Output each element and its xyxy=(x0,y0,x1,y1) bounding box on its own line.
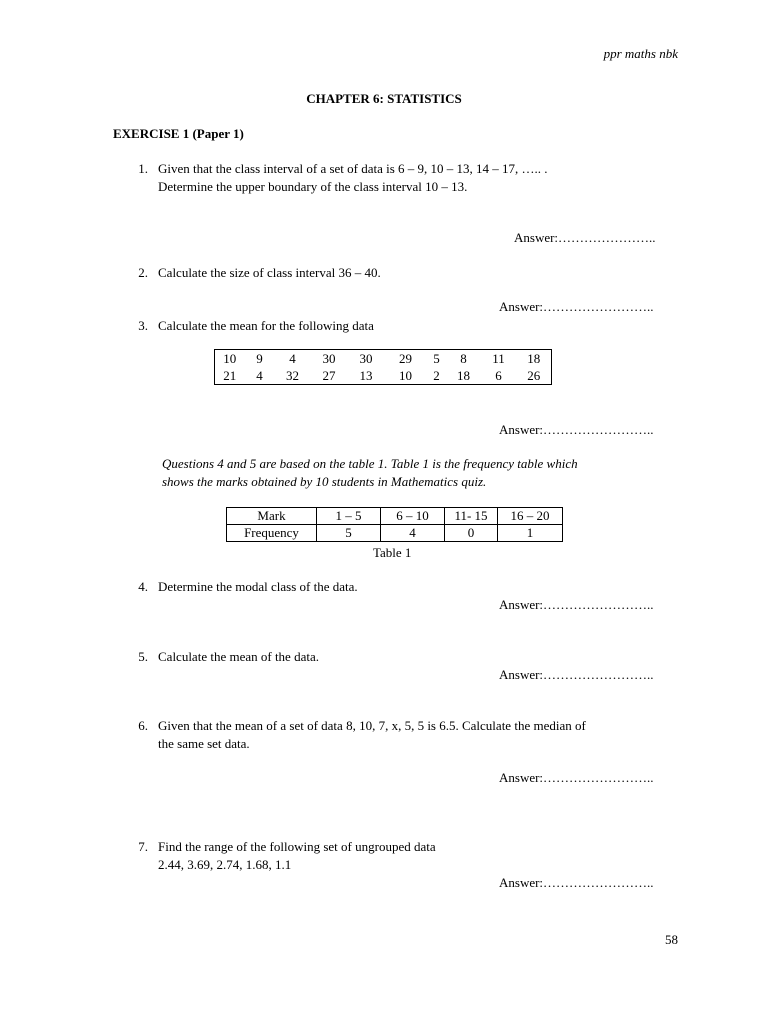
question-text: the same set data. xyxy=(158,736,250,751)
question-text: 2.44, 3.69, 2.74, 1.68, 1.1 xyxy=(158,857,292,872)
table-cell: 9 xyxy=(256,351,263,366)
running-header: ppr maths nbk xyxy=(603,46,678,61)
table-cell: Frequency xyxy=(227,525,317,542)
table-cell: 5 xyxy=(317,525,381,542)
question-number: 3. xyxy=(138,318,148,333)
table-header-cell: 16 – 20 xyxy=(498,508,563,525)
table-cell: 21 xyxy=(223,368,237,383)
table-cell: 4 xyxy=(381,525,445,542)
table-row xyxy=(215,350,552,368)
table-cell: 4 xyxy=(256,368,263,383)
table-header-row xyxy=(227,508,563,525)
table-cell: 30 xyxy=(359,351,373,366)
table-cell: 18 xyxy=(527,351,541,366)
answer-line: Answer:…………………….. xyxy=(499,875,654,890)
answer-line: Answer:…………………….. xyxy=(499,422,654,437)
table-cell: 18 xyxy=(457,368,470,383)
question-text: Given that the class interval of a set of data is 6 – 9, 10 – 13, 14 – 17, ….. . xyxy=(158,161,548,176)
question-number: 6. xyxy=(138,718,148,733)
question-text: Given that the mean of a set of data 8, 10, 7, x, 5, 5 is 6.5. Calculate the median of xyxy=(158,718,586,733)
table-cell: 0 xyxy=(445,525,498,542)
question-text: Calculate the size of class interval 36 – 40. xyxy=(158,265,381,280)
question-number: 2. xyxy=(138,265,148,280)
question-number: 4. xyxy=(138,579,148,594)
table-cell: 29 xyxy=(399,351,412,366)
table-cell: 5 xyxy=(433,351,440,366)
table-cell: 13 xyxy=(359,368,373,383)
question-number: 7. xyxy=(138,839,148,854)
question-text: Find the range of the following set of ungrouped data xyxy=(158,839,436,854)
table-cell: 4 xyxy=(289,351,296,366)
answer-line: Answer:…………………….. xyxy=(499,770,654,785)
data-table xyxy=(214,349,552,385)
note-line: shows the marks obtained by 10 students in Mathematics quiz. xyxy=(162,474,487,489)
question-text: Calculate the mean of the data. xyxy=(158,649,319,664)
table-row xyxy=(215,367,552,385)
table-caption: Table 1 xyxy=(373,545,412,560)
table-header-cell: Mark xyxy=(227,508,317,525)
table-cell: 11 xyxy=(492,351,505,366)
question-text: Determine the upper boundary of the class interval 10 – 13. xyxy=(158,179,468,194)
table-header-cell: 6 – 10 xyxy=(381,508,445,525)
question-text: Calculate the mean for the following data xyxy=(158,318,374,333)
table-cell: 10 xyxy=(399,368,412,383)
table-header-cell: 11- 15 xyxy=(445,508,498,525)
table-cell: 32 xyxy=(286,368,299,383)
question-number: 5. xyxy=(138,649,148,664)
table-header-cell: 1 – 5 xyxy=(317,508,381,525)
table-cell: 8 xyxy=(460,351,467,366)
question-number: 1. xyxy=(138,161,148,176)
table-cell: 10 xyxy=(223,351,237,366)
page-number: 58 xyxy=(665,932,678,947)
answer-line: Answer:…………………….. xyxy=(499,597,654,612)
table-cell: 27 xyxy=(322,368,336,383)
table-cell: 2 xyxy=(433,368,440,383)
exercise-title: EXERCISE 1 (Paper 1) xyxy=(113,126,244,141)
table-row xyxy=(227,525,563,542)
answer-line: Answer:…………………….. xyxy=(499,667,654,682)
answer-line: Answer:…………………….. xyxy=(499,299,654,314)
answer-line: Answer:………………….. xyxy=(514,230,656,245)
table-cell: 30 xyxy=(322,351,336,366)
table-cell: 26 xyxy=(527,368,541,383)
table-cell: 1 xyxy=(498,525,563,542)
frequency-table xyxy=(226,507,563,542)
chapter-title: CHAPTER 6: STATISTICS xyxy=(306,91,462,106)
table-cell: 6 xyxy=(495,368,502,383)
question-text: Determine the modal class of the data. xyxy=(158,579,358,594)
note-line: Questions 4 and 5 are based on the table 1. Table 1 is the frequency table which xyxy=(162,456,578,471)
